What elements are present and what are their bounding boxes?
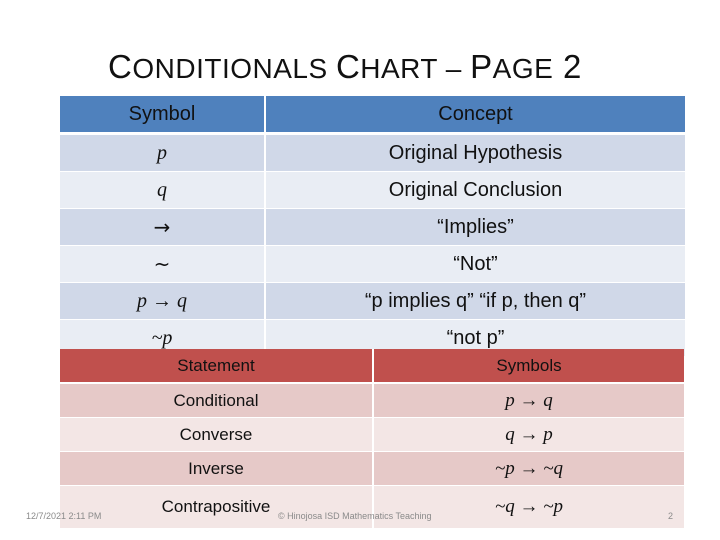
footer-credit: © Hinojosa ISD Mathematics Teaching	[278, 511, 432, 521]
table-header-row	[60, 96, 685, 134]
concept-column-header: Concept	[265, 96, 685, 134]
table-header-row	[60, 349, 684, 383]
symbols-column-header: Symbols	[373, 349, 684, 383]
title-cap-3: P	[470, 48, 493, 85]
table-row	[60, 452, 684, 486]
statement-cell: Conditional	[60, 383, 373, 418]
concept-cell: Original Conclusion	[265, 172, 685, 209]
symbols-cell: p → q	[373, 383, 684, 418]
statement-cell: Inverse	[60, 452, 373, 486]
table-row	[60, 418, 684, 452]
statement-column-header: Statement	[60, 349, 373, 383]
table-row	[60, 134, 685, 172]
table-row	[60, 486, 684, 529]
concept-cell: “not p”	[265, 320, 685, 357]
symbols-cell: ~q → ~p	[373, 486, 684, 529]
title-word-3: AGE	[492, 53, 554, 84]
title-number: 2	[553, 48, 582, 85]
table-row	[60, 209, 685, 246]
title-word-1: ONDITIONALS	[132, 53, 328, 84]
title-cap-1: C	[108, 48, 133, 85]
symbol-cell: q	[60, 172, 265, 209]
concept-cell: “Implies”	[265, 209, 685, 246]
title-cap-2: C	[335, 48, 361, 85]
statement-cell: Converse	[60, 418, 373, 452]
symbol-cell: ~	[60, 246, 265, 283]
title-word-2: HART	[360, 53, 438, 84]
concept-cell: “p implies q” “if p, then q”	[265, 283, 685, 320]
footer-page-number: 2	[668, 511, 674, 521]
symbol-cell: p	[60, 134, 265, 172]
symbol-cell: →	[60, 209, 265, 246]
statements-table	[60, 349, 684, 528]
title-dash: –	[437, 53, 471, 84]
symbol-cell: ~p	[60, 320, 265, 357]
table-row	[60, 383, 684, 418]
table-row	[60, 283, 685, 320]
concept-cell: “Not”	[265, 246, 685, 283]
footer-date: 12/7/2021 2:11 PM	[26, 511, 102, 521]
statement-cell: Contrapositive	[60, 486, 373, 529]
symbols-concepts-table	[60, 96, 685, 356]
symbols-cell: ~p → ~q	[373, 452, 684, 486]
symbols-cell: q → p	[373, 418, 684, 452]
table-row	[60, 172, 685, 209]
page-title	[108, 48, 628, 92]
symbol-cell: p → q	[60, 283, 265, 320]
concept-cell: Original Hypothesis	[265, 134, 685, 172]
symbol-column-header: Symbol	[60, 96, 265, 134]
table-row	[60, 246, 685, 283]
